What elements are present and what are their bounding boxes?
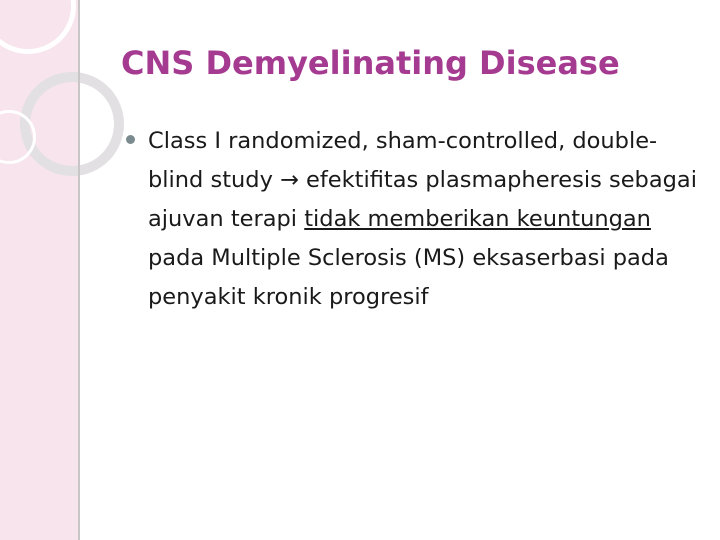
bullet-dot-icon: [126, 135, 135, 144]
bullet-underlined-text: tidak memberikan keuntungan: [304, 206, 651, 232]
decorative-ring-icon: [20, 72, 124, 176]
slide-title: CNS Demyelinating Disease: [121, 44, 620, 82]
sidebar-divider: [78, 0, 80, 540]
decorative-sidebar: [0, 0, 78, 540]
slide-content: [126, 122, 706, 317]
bullet-text: [148, 122, 706, 317]
decorative-ring-icon: [0, 0, 76, 54]
bullet-text-part-1: Class I randomized, sham-controlled, double-blind study → efektifitas plasmapheresis sebagai ajuvan terapi: [148, 128, 697, 232]
bullet-text-part-2: pada Multiple Sclerosis (MS) eksaserbasi pada penyakit kronik progresif: [148, 245, 669, 310]
